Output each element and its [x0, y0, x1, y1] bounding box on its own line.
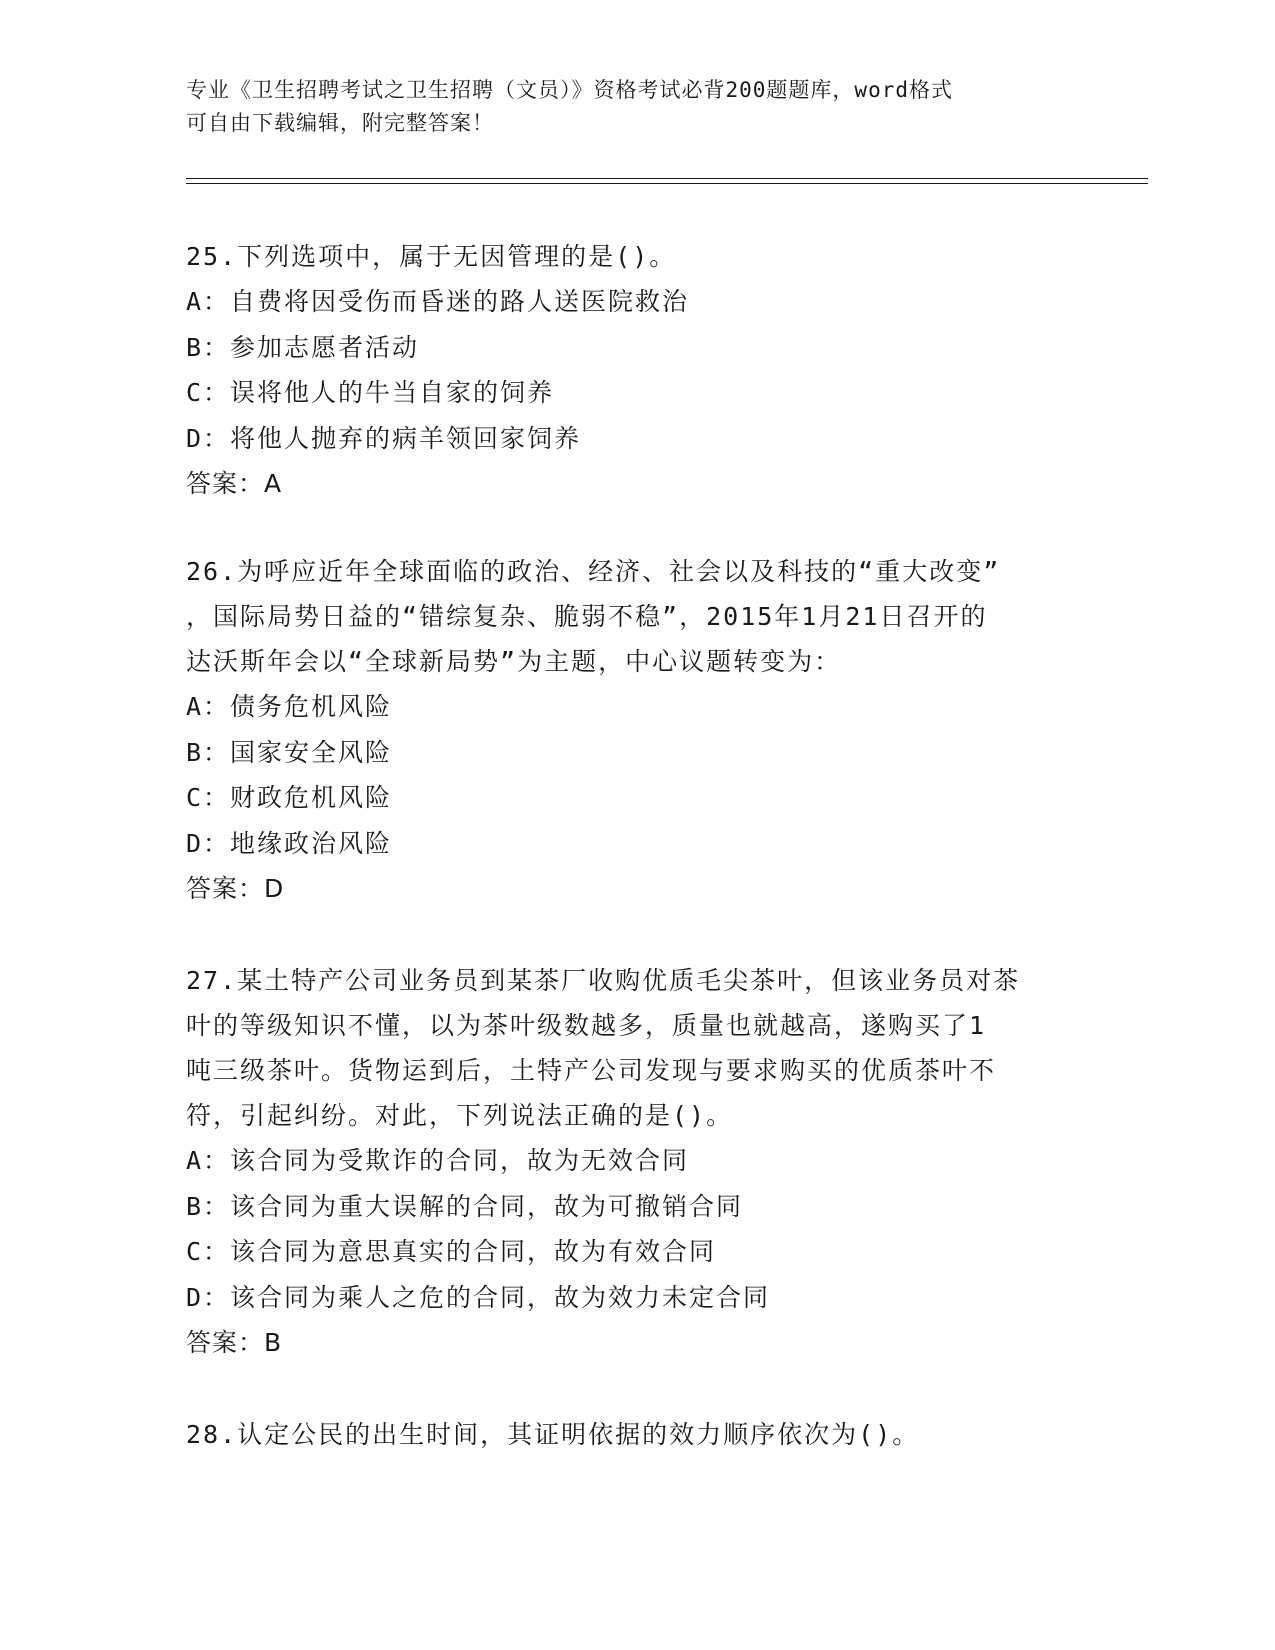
header-divider-bottom [186, 183, 1148, 184]
answer: 答案：B [186, 1328, 283, 1357]
header-line-1: 专业《卫生招聘考试之卫生招聘（文员）》资格考试必背200题题库，word格式 [186, 78, 953, 102]
option-c: C：该合同为意思真实的合同，故为有效合同 [186, 1237, 717, 1266]
question-28 [186, 1412, 1086, 1457]
answer: 答案：D [186, 874, 285, 903]
option-a: A：该合同为受欺诈的合同，故为无效合同 [186, 1146, 690, 1175]
question-stem-line-1: 27.某土特产公司业务员到某茶厂收购优质毛尖茶叶，但该业务员对茶 [186, 966, 1021, 995]
question-stem-line-2: ，国际局势日益的“错综复杂、脆弱不稳”，2015年1月21日召开的 [186, 602, 988, 631]
question-stem: 25.下列选项中，属于无因管理的是()。 [186, 242, 677, 271]
question-26 [186, 549, 1086, 911]
question-stem-line-2: 叶的等级知识不懂，以为茶叶级数越多，质量也就越高，遂购买了1 [186, 1011, 987, 1040]
option-d: D：地缘政治风险 [186, 828, 393, 858]
question-27 [186, 958, 1086, 1365]
option-c: C：误将他人的牛当自家的饲养 [186, 378, 555, 407]
option-a: A：自费将因受伤而昏迷的路人送医院救治 [186, 287, 690, 316]
option-d: D：将他人抛弃的病羊领回家饲养 [186, 423, 582, 453]
question-stem-line-3: 达沃斯年会以“全球新局势”为主题，中心议题转变为： [186, 647, 842, 676]
document-header [186, 74, 1086, 140]
answer: 答案：A [186, 469, 283, 498]
option-b: B：参加志愿者活动 [186, 332, 420, 362]
option-b: B：该合同为重大误解的合同，故为可撤销合同 [186, 1191, 744, 1221]
header-line-2: 可自由下载编辑，附完整答案！ [186, 111, 494, 135]
question-stem-line-3: 吨三级茶叶。货物运到后，土特产公司发现与要求购买的优质茶叶不 [186, 1056, 997, 1085]
option-d: D：该合同为乘人之危的合同，故为效力未定合同 [186, 1282, 771, 1312]
question-stem: 28.认定公民的出生时间，其证明依据的效力顺序依次为()。 [186, 1420, 920, 1449]
question-stem-line-4: 符，引起纠纷。对此，下列说法正确的是()。 [186, 1101, 734, 1130]
question-stem-line-1: 26.为呼应近年全球面临的政治、经济、社会以及科技的“重大改变” [186, 557, 1001, 586]
header-divider-top [186, 178, 1148, 179]
option-a: A：债务危机风险 [186, 692, 393, 721]
option-c: C：财政危机风险 [186, 783, 393, 812]
question-25 [186, 234, 1086, 506]
option-b: B：国家安全风险 [186, 737, 393, 767]
